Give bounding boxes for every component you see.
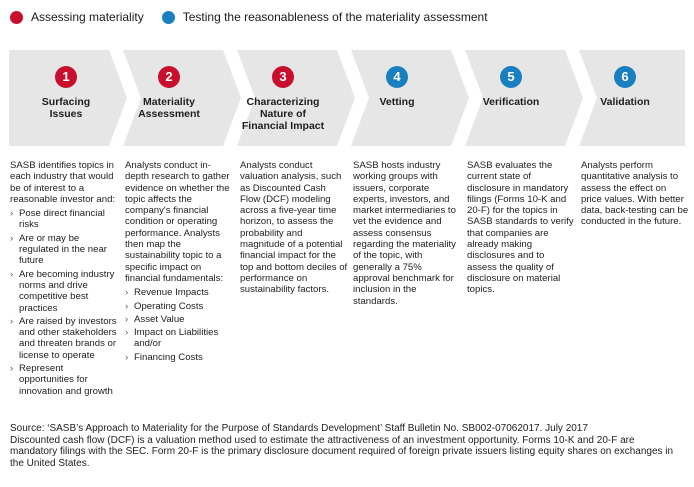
- step-2-description: [125, 160, 233, 365]
- source-citation: Source: ‘SASB’s Approach to Materiality for the Purpose of Standards Development’ Staff Bulletin No. SB002-07062017. July 2017: [10, 423, 588, 434]
- step-5-header: [457, 50, 565, 146]
- step-number-badge: 6: [614, 66, 636, 88]
- legend: [10, 10, 506, 24]
- list-item: › Financing Costs: [125, 352, 233, 363]
- step-6-header: [571, 50, 679, 146]
- step-title: Verification: [482, 96, 540, 108]
- step-body: SASB hosts industry working groups with issuers, corporate experts, investors, and market intermediaries to vet the evidence and assess consensus regarding the materiality of the topic, with generally a 75% approval benchmark for inclusion in the standards.: [353, 160, 456, 307]
- step-number-badge: 3: [272, 66, 294, 88]
- legend-label: Assessing materiality: [31, 10, 144, 24]
- step-3-header: [229, 50, 337, 146]
- step-5-description: [467, 160, 575, 296]
- step-number-badge: 4: [386, 66, 408, 88]
- source-footnote: Discounted cash flow (DCF) is a valuation method used to estimate the attractiveness of an investment opportunity. Forms 10-K and 20-F are mandatory filings with the SEC. Form 20-F is the primary disclosure document required of foreign private issuers listing equity shares on exchanges in the United States.: [10, 434, 674, 469]
- step-number-badge: 5: [500, 66, 522, 88]
- step-bullets: [125, 287, 233, 363]
- list-item: › Are becoming industry norms and drive competitive best practices: [10, 269, 118, 314]
- legend-label: Testing the reasonableness of the materiality assessment: [182, 10, 488, 24]
- step-title: Characterizing Nature of Financial Impact: [241, 96, 325, 132]
- step-number-badge: 1: [55, 66, 77, 88]
- step-number-badge: 2: [158, 66, 180, 88]
- legend-item-testing: [162, 10, 488, 24]
- step-4-header: [343, 50, 451, 146]
- step-1-description: [10, 160, 118, 399]
- list-item: › Operating Costs: [125, 301, 233, 312]
- step-body: SASB identifies topics in each industry that would be of interest to a reasonable investor and:: [10, 160, 116, 205]
- step-title: Surfacing Issues: [41, 96, 91, 120]
- list-item: › Are raised by investors and other stakeholders and threaten brands or license to operate: [10, 316, 118, 361]
- step-title: Materiality Assessment: [138, 96, 200, 120]
- list-item: › Revenue Impacts: [125, 287, 233, 298]
- list-item: › Are or may be regulated in the near future: [10, 233, 118, 267]
- list-item: › Asset Value: [125, 314, 233, 325]
- step-body: Analysts perform quantitative analysis to assess the effect on price values. With better data, back-testing can be conducted in the future.: [581, 160, 689, 228]
- step-body: Analysts conduct in-depth research to gather evidence on whether the topic affects the company's financial condition or operating performance. Analysts then map the sustainability topic to a specific impact on financial fundamentals:: [125, 160, 230, 284]
- step-6-description: [581, 160, 689, 228]
- step-bullets: [10, 208, 118, 397]
- list-item: › Impact on Liabilities and/or: [125, 327, 233, 350]
- step-title: Vetting: [379, 96, 415, 108]
- step-3-description: [240, 160, 348, 296]
- list-item: › Represent opportunities for innovation and growth: [10, 363, 118, 397]
- red-dot-icon: [10, 11, 23, 24]
- step-4-description: [353, 160, 461, 307]
- step-2-header: [115, 50, 223, 146]
- legend-item-assessing: [10, 10, 144, 24]
- step-body: Analysts conduct valuation analysis, such as Discounted Cash Flow (DCF) modeling across a five-year time horizon, to assess the probability and magnitude of a potential financial impact for the top and bottom deciles of performance on sustainability factors.: [240, 160, 348, 296]
- blue-dot-icon: [162, 11, 175, 24]
- source-note: [10, 423, 680, 469]
- list-item: › Pose direct financial risks: [10, 208, 118, 231]
- step-title: Validation: [600, 96, 650, 108]
- step-body: SASB evaluates the current state of disclosure in mandatory filings (Forms 10-K and 20-F) for the topics in SASB standards to verify that companies are already making disclosures and to assess the quality of disclosure on material topics.: [467, 160, 574, 296]
- step-1-header: [12, 50, 120, 146]
